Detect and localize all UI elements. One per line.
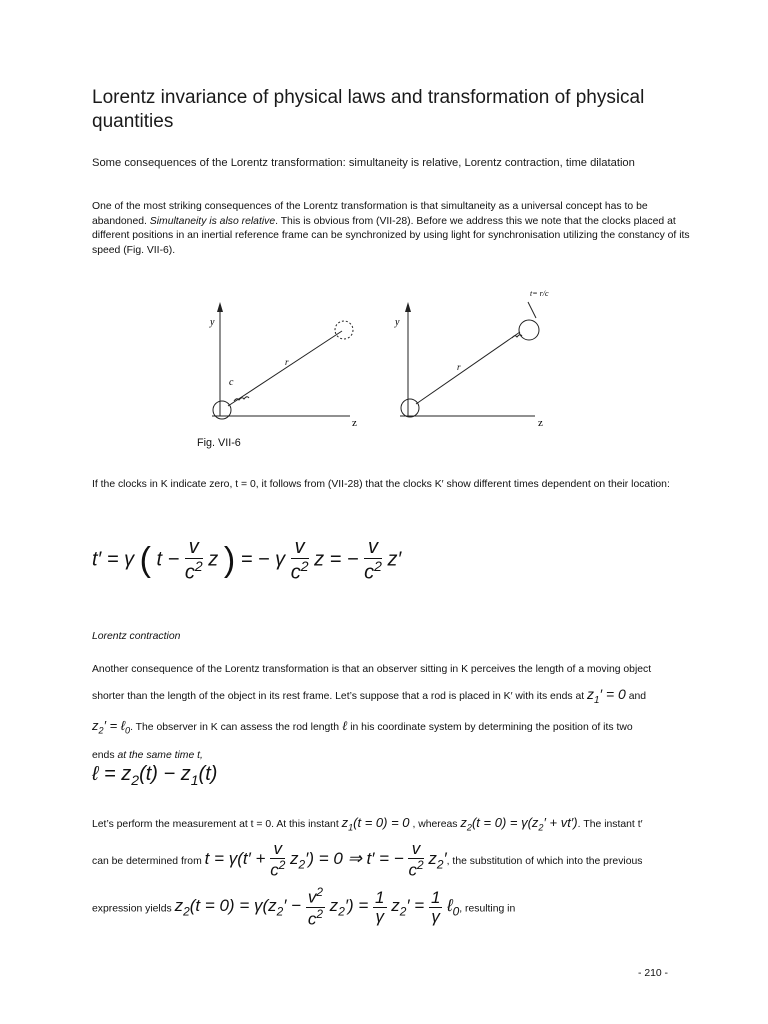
left-c-label: c [229, 377, 234, 388]
measurement-line1: Let’s perform the measurement at t = 0. At this instant $z_1(t = 0) = 0$ , whereas $z_2(t = 0) = \gamma(z_2' + vt')$. The instant t′ [92, 815, 643, 833]
measurement-line2: can be determined from t = γ(t′ + $\frac{v}{c^2}$ $z_2') = 0$ ⇒ t′ = − $\frac{v}{c^2}$ $z_2'$, the substitution of which into the previous [92, 839, 643, 880]
clocks-paragraph: If the clocks in K indicate zero, t = 0, it follows from (VII-28) that the clocks K′ show different times dependent on their location: [92, 479, 670, 490]
contraction-line2: shorter than the length of the object in its rest frame. Let’s suppose that a rod is placed in K′ with its ends at [92, 691, 585, 702]
left-diagram [212, 302, 353, 419]
contraction-line3: . The observer in K can assess the rod length [130, 721, 339, 733]
equation-t-prime: t′ = γ ( t − $\frac{v}{c^2}$ z ) = − γ $\frac{v}{c^2}$ z = − $\frac{v}{c^2}$ z′ [92, 536, 402, 584]
right-z-label: z [538, 417, 543, 429]
page-title: Lorentz invariance of physical laws and transformation of physical quantities [92, 87, 645, 132]
contraction-line3b: in his coordinate system by determining the position of its two [350, 721, 633, 733]
measurement-text7: , resulting in [459, 903, 516, 915]
measurement-text2: , whereas [412, 819, 458, 830]
right-diagram [400, 302, 539, 417]
intro-text-1: One of the most striking consequences of the Lorentz transformation is that simultaneity as a universal concept has to be abandoned. [92, 201, 648, 227]
intro-italic: Simultaneity is also relative [149, 215, 276, 227]
right-r-label: r [457, 362, 461, 372]
contraction-line4-italic: at the same time t, [117, 750, 203, 762]
intro-text-2: . This is obvious from (VII-28). Before we address this we note that the clocks placed at different positions in an inertial reference frame can be synchronized by using light for synchronisation utilizing the constancy of its speed (Fig. VII-6). [92, 215, 690, 256]
left-y-label: y [210, 317, 215, 328]
measurement-text5: , the substitution of which into the previous [446, 856, 643, 868]
equation-length: ℓ = $z_2(t) - z_1(t)$ [92, 763, 218, 788]
contraction-line1: Another consequence of the Lorentz transformation is that an observer sitting in K perceives the length of a moving object [92, 664, 652, 675]
contraction-paragraph: Another consequence of the Lorentz transformation is that an observer sitting in K perceives the length of a moving object shorter than the length of the object in its rest frame. Let’s suppose that a rod is placed in K′ with its ends at $z_1' = 0$ and $z_2'$ = ℓ$_0$. The observer in K can assess the rod length ℓ in his coordinate system by determining the position of its two ends at the same time t, [92, 664, 652, 762]
section-subtitle: Some consequences of the Lorentz transformation: simultaneity is relative, Lorentz contraction, time dilatation [92, 157, 635, 169]
measurement-line3: expression yields $z_2(t = 0) = \gamma(z_2'$ − $\frac{v^2}{c^2}$ $z_2'$) = $\frac{1}{\gamma}$ $z_2'$ = $\frac{1}{\gamma}$ ℓ$_0$, resulting in [92, 885, 516, 929]
left-r-label: r [285, 357, 289, 367]
measurement-text3: . The instant t′ [577, 819, 643, 830]
measurement-text6: expression yields [92, 903, 172, 915]
contraction-and: and [628, 691, 647, 702]
left-z-label: z [352, 417, 357, 429]
figure-vii-6 [190, 280, 590, 440]
intro-paragraph [92, 200, 692, 258]
page-number: - 210 - [637, 968, 668, 979]
figure-caption: Fig. VII-6 [197, 437, 241, 449]
measurement-text4: can be determined from [92, 856, 202, 868]
right-clock-label: t= r/c [530, 289, 549, 298]
right-y-label: y [395, 317, 400, 328]
contraction-line4: ends [92, 750, 115, 762]
measurement-text1: Let’s perform the measurement at t = 0. At this instant [92, 819, 339, 830]
section-heading: Lorentz contraction [92, 631, 181, 642]
